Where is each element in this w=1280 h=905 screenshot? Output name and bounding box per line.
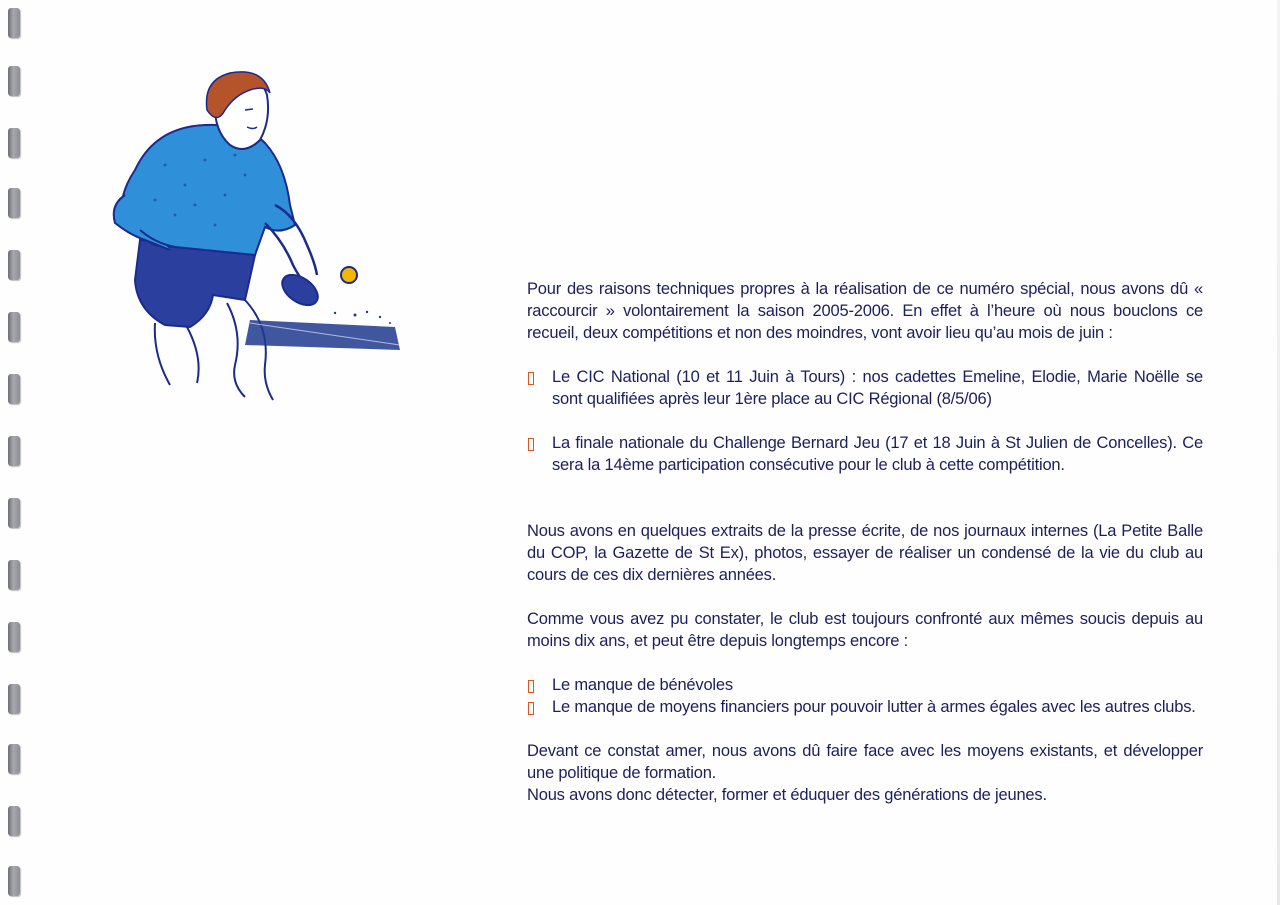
list-item <box>527 366 1203 410</box>
press-paragraph: Nous avons en quelques extraits de la presse écrite, de nos journaux internes (La Petite Balle du COP, la Gazette de St Ex), photos, essayer de réaliser un condensé de la vie du club au cours de ces dix dernières années. <box>527 522 1203 584</box>
bullet-icon <box>527 696 552 718</box>
spiral-binding <box>6 0 24 905</box>
competition-item-text: Le CIC National (10 et 11 Juin à Tours) : nos cadettes Emeline, Elodie, Marie Noëlle se sont qualifiées après leur 1ère place au CIC Régional (8/5/06) <box>552 368 1203 408</box>
bullet-icon <box>527 432 552 454</box>
conclusion-paragraph: Devant ce constat amer, nous avons dû faire face avec les moyens existants, et développer une politique de formation. <box>527 742 1203 782</box>
intro-paragraph: Pour des raisons techniques propres à la réalisation de ce numéro spécial, nous avons dû « raccourcir » volontairement la saison 2005-2006. En effet à l’heure où nous bouclons ce recueil, deux compétitions et non des moindres, vont avoir lieu qu’au mois de juin : <box>527 280 1203 342</box>
issue-item-text: Le manque de bénévoles <box>552 676 733 694</box>
list-item <box>527 696 1203 718</box>
closing-paragraph: Nous avons donc détecter, former et éduquer des générations de jeunes. <box>527 786 1047 804</box>
list-item <box>527 674 1203 696</box>
bullet-icon <box>527 366 552 388</box>
issues-intro-paragraph: Comme vous avez pu constater, le club est toujours confronté aux mêmes soucis depuis au moins dix ans, et peut être depuis longtemps encore : <box>527 610 1203 650</box>
table-tennis-player-icon <box>95 65 415 410</box>
competition-item-text: La finale nationale du Challenge Bernard Jeu (17 et 18 Juin à St Julien de Concelles). Ce sera la 14ème participation consécutive pour le club à cette compétition. <box>552 434 1203 474</box>
article-text <box>527 278 1203 806</box>
list-item <box>527 432 1203 476</box>
bullet-icon <box>527 674 552 696</box>
issue-item-text: Le manque de moyens financiers pour pouvoir lutter à armes égales avec les autres clubs. <box>552 698 1196 716</box>
